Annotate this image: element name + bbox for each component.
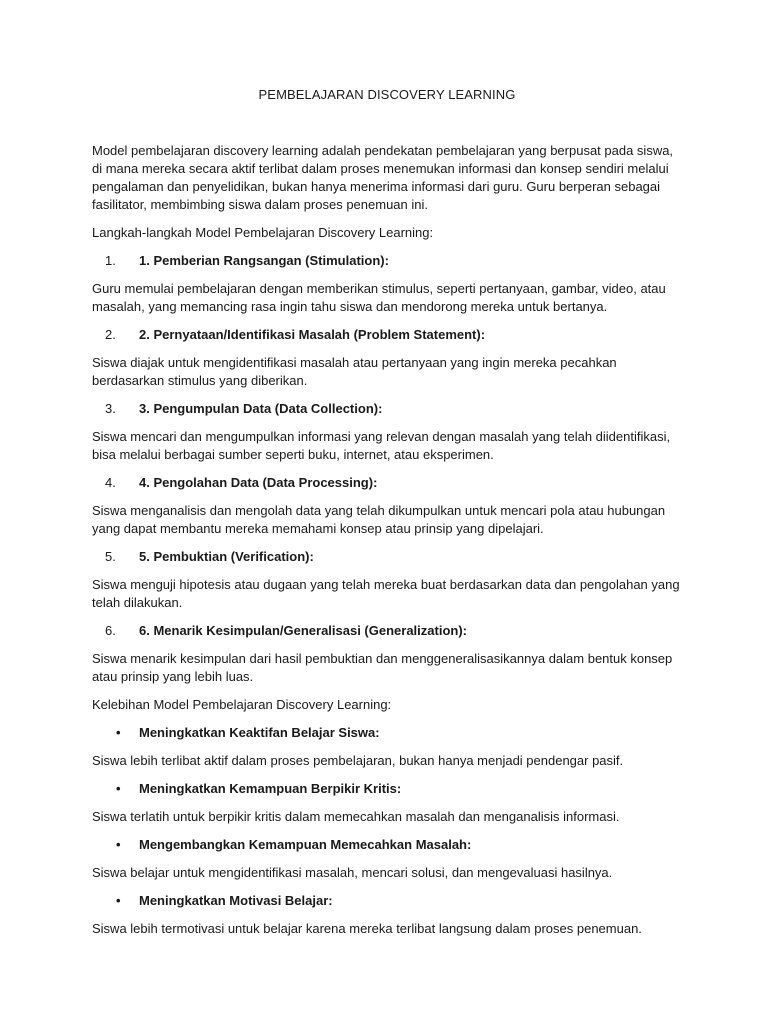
advantage-item <box>92 724 682 742</box>
bullet-icon: • <box>116 837 121 852</box>
advantage-description: Siswa belajar untuk mengidentifikasi masalah, mencari solusi, dan mengevaluasi hasilnya. <box>92 865 613 880</box>
step-item <box>92 326 682 344</box>
list-number: 6. <box>105 623 116 638</box>
step-item <box>92 548 682 566</box>
step-label: 1. Pemberian Rangsangan (Stimulation): <box>139 253 389 268</box>
step-label: 4. Pengolahan Data (Data Processing): <box>139 475 378 490</box>
advantage-item <box>92 780 682 798</box>
step-label: 2. Pernyataan/Identifikasi Masalah (Problem Statement): <box>139 327 486 342</box>
step-description: Siswa menguji hipotesis atau dugaan yang telah mereka buat berdasarkan data dan pengolahan yang telah dilakukan. <box>92 577 680 610</box>
bullet-icon: • <box>116 781 121 796</box>
advantage-item <box>92 836 682 854</box>
advantage-label: Meningkatkan Motivasi Belajar: <box>139 893 333 908</box>
list-number: 3. <box>105 401 116 416</box>
advantage-description: Siswa terlatih untuk berpikir kritis dalam memecahkan masalah dan menganalisis informasi. <box>92 809 620 824</box>
step-item <box>92 622 682 640</box>
list-number: 1. <box>105 253 116 268</box>
bullet-icon: • <box>116 725 121 740</box>
list-number: 5. <box>105 549 116 564</box>
step-item <box>92 252 682 270</box>
list-number: 2. <box>105 327 116 342</box>
advantages-heading: Kelebihan Model Pembelajaran Discovery Learning: <box>92 697 392 712</box>
step-item <box>92 474 682 492</box>
list-number: 4. <box>105 475 116 490</box>
step-description: Guru memulai pembelajaran dengan memberikan stimulus, seperti pertanyaan, gambar, video, atau masalah, yang memancing rasa ingin tahu siswa dan mendorong mereka untuk bertanya. <box>92 281 666 314</box>
advantage-label: Meningkatkan Kemampuan Berpikir Kritis: <box>139 781 402 796</box>
document-page <box>92 86 682 948</box>
intro-paragraph: Model pembelajaran discovery learning adalah pendekatan pembelajaran yang berpusat pada siswa, di mana mereka secara aktif terlibat dalam proses menemukan informasi dan konsep sendiri melalui pengalaman dan penyelidikan, bukan hanya menerima informasi dari guru. Guru berperan sebagai fasilitator, membimbing siswa dalam proses penemuan ini. <box>92 143 674 212</box>
step-description: Siswa mencari dan mengumpulkan informasi yang relevan dengan masalah yang telah diidentifikasi, bisa melalui berbagai sumber seperti buku, internet, atau eksperimen. <box>92 429 671 462</box>
step-description: Siswa menarik kesimpulan dari hasil pembuktian dan menggeneralisasikannya dalam bentuk konsep atau prinsip yang lebih luas. <box>92 651 673 684</box>
step-description: Siswa menganalisis dan mengolah data yang telah dikumpulkan untuk mencari pola atau hubungan yang dapat membantu mereka memahami konsep atau prinsip yang dipelajari. <box>92 503 666 536</box>
step-item <box>92 400 682 418</box>
step-description: Siswa diajak untuk mengidentifikasi masalah atau pertanyaan yang ingin mereka pecahkan berdasarkan stimulus yang diberikan. <box>92 355 617 388</box>
bullet-icon: • <box>116 893 121 908</box>
step-label: 5. Pembuktian (Verification): <box>139 549 314 564</box>
step-label: 6. Menarik Kesimpulan/Generalisasi (Generalization): <box>139 623 467 638</box>
advantage-description: Siswa lebih termotivasi untuk belajar karena mereka terlibat langsung dalam proses penemuan. <box>92 921 642 936</box>
step-label: 3. Pengumpulan Data (Data Collection): <box>139 401 383 416</box>
document-title: PEMBELAJARAN DISCOVERY LEARNING <box>258 87 516 102</box>
steps-heading: Langkah-langkah Model Pembelajaran Discovery Learning: <box>92 225 434 240</box>
advantage-label: Mengembangkan Kemampuan Memecahkan Masalah: <box>139 837 472 852</box>
advantage-item <box>92 892 682 910</box>
advantage-description: Siswa lebih terlibat aktif dalam proses pembelajaran, bukan hanya menjadi pendengar pasif. <box>92 753 624 768</box>
advantage-label: Meningkatkan Keaktifan Belajar Siswa: <box>139 725 380 740</box>
